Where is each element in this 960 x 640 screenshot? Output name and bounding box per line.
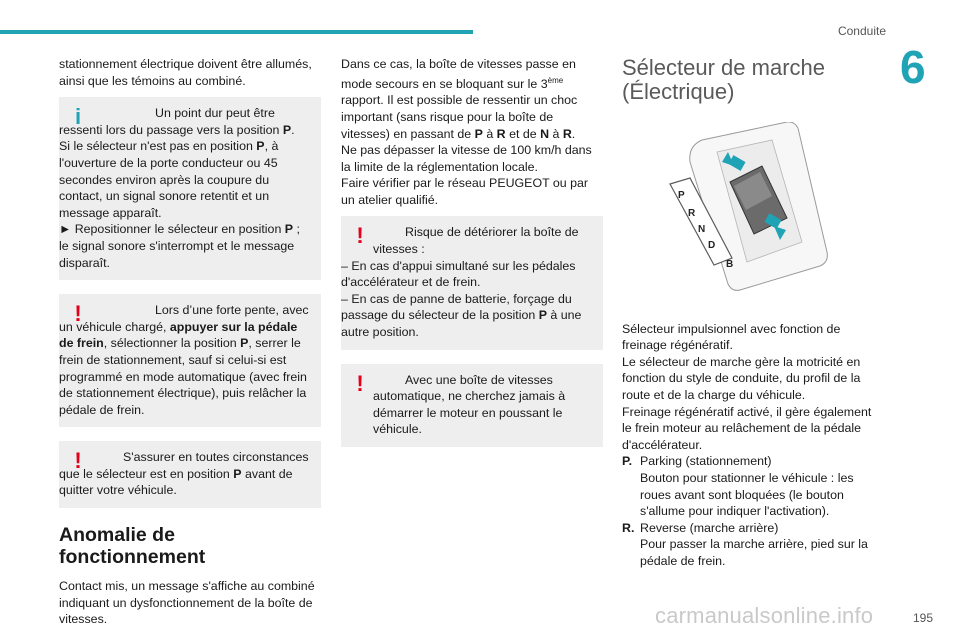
- text-run: S'assurer en toutes circonstances que le sélecteur est en position: [59, 450, 309, 481]
- gear-selector-illustration: [622, 122, 884, 292]
- text-bold: appuyer sur la pédale de frein: [59, 319, 298, 351]
- text-bold: N: [540, 126, 550, 141]
- warning-icon: !: [74, 448, 82, 474]
- column-1: [59, 56, 321, 636]
- text-bold: P: [474, 126, 483, 141]
- info-icon: i: [74, 104, 82, 130]
- chapter-number: 6: [900, 41, 926, 93]
- definition-body: [640, 520, 884, 570]
- text-run: et de: [505, 126, 541, 141]
- text-bold: P: [282, 122, 292, 137]
- paragraph: Freinage régénératif activé, il gère également le frein moteur au relâchement de la pédale d'accélérateur.: [622, 404, 872, 452]
- text-bold: P: [233, 466, 242, 481]
- text-run: .: [291, 122, 295, 137]
- box-text: [59, 449, 311, 499]
- warning-box: [341, 216, 603, 349]
- text-run: , à l'ouverture de la porte conducteur ou 45 secondes environ après la coupure du contact, un signal sonore retentit et un message apparaît.: [59, 139, 279, 220]
- text-sup: ème: [547, 75, 564, 85]
- section-title: Conduite: [837, 24, 886, 38]
- warning-box: [59, 441, 321, 508]
- text-run: ; le signal sonore s'interrompt et le message disparaît.: [59, 222, 300, 270]
- box-text: [59, 138, 311, 221]
- watermark: carmanualsonline.info: [655, 603, 874, 628]
- box-text: [341, 291, 593, 341]
- paragraph: Faire vérifier par le réseau PEUGEOT ou par un atelier qualifié.: [341, 176, 588, 207]
- warning-box: [341, 364, 603, 447]
- column-3: [622, 56, 884, 570]
- definition-desc: Bouton pour stationner le véhicule : les roues avant sont bloquées (le bouton s'allume pour indiquer l'activation).: [640, 470, 854, 519]
- text-run: à une autre position.: [341, 308, 582, 340]
- text-run: à: [482, 126, 497, 141]
- definition-title: Parking (stationnement): [640, 454, 772, 469]
- definition-item: [622, 520, 884, 570]
- definition-desc: Pour passer la marche arrière, pied sur la pédale de frein.: [640, 537, 868, 568]
- definition-key: R.: [622, 520, 635, 535]
- section-heading: Anomalie de fonctionnement: [59, 524, 206, 569]
- box-text: Avec une boîte de vitesses automatique, ne cherchez jamais à démarrer le moteur en poussant le véhicule.: [373, 372, 566, 437]
- section-title-large: Sélecteur de marche (Électrique): [622, 55, 825, 104]
- text-bold: R: [562, 126, 572, 141]
- box-text: [59, 221, 311, 271]
- text-run: Lors d’une forte pente, avec un véhicule chargé,: [59, 303, 309, 334]
- paragraph: Sélecteur impulsionnel avec fonction de freinage régénératif.: [622, 321, 841, 353]
- paragraph: Contact mis, un message s'affiche au combiné indiquant un dysfonctionnement de la boîte de vitesses.: [59, 579, 315, 627]
- text-run: à: [549, 126, 563, 141]
- text-run: rapport. Il est possible de ressentir un choc important (sans risque pour la boîte de vitesses) en passant de: [341, 93, 578, 141]
- gear-label-b: B: [726, 259, 734, 270]
- text-run: , serrer le frein de stationnement, sauf si celui-si est programmé en mode automatique (avec frein de stationnement électrique), puis relâcher la pédale de frein.: [59, 336, 307, 417]
- text-run: Si le sélecteur n'est pas en position: [59, 139, 257, 154]
- text-bold: P: [240, 336, 249, 351]
- text-run: , sélectionner la position: [103, 336, 241, 351]
- gear-label-d: D: [708, 240, 716, 251]
- text-bold: P: [538, 308, 547, 323]
- header-accent-bar: [0, 30, 473, 34]
- text-run: .: [571, 126, 576, 141]
- page-number: 195: [913, 611, 934, 625]
- text-run: ► Repositionner le sélecteur en position: [59, 222, 285, 237]
- warning-icon: !: [74, 301, 82, 327]
- paragraph: Ne pas dépasser la vitesse de 100 km/h dans la limite de la réglementation locale.: [341, 143, 592, 174]
- text-bold: R: [496, 126, 506, 141]
- definition-key: P.: [622, 454, 633, 469]
- warning-box: [59, 294, 321, 427]
- info-box: [59, 97, 321, 280]
- definition-body: [640, 453, 884, 519]
- paragraph: [341, 56, 603, 142]
- definition-title: Reverse (marche arrière): [640, 520, 779, 535]
- warning-icon: !: [356, 370, 364, 396]
- text-run: – En cas de panne de batterie, forçage du passage du sélecteur de la position: [341, 291, 572, 323]
- text-run: avant de quitter votre véhicule.: [59, 466, 293, 498]
- gear-label-p: P: [678, 190, 685, 201]
- paragraph: stationnement électrique doivent être allumés, ainsi que les témoins au combiné.: [59, 57, 312, 88]
- gear-label-n: N: [698, 224, 706, 235]
- definition-item: [622, 453, 884, 519]
- text-bold: P: [256, 139, 265, 154]
- gear-label-r: R: [688, 208, 696, 219]
- text-run: Un point dur peut être ressenti lors du passage vers la position: [59, 106, 283, 137]
- box-text: Risque de détériorer la boîte de vitesses :: [373, 225, 579, 257]
- paragraph: Le sélecteur de marche gère la motricité en fonction du style de conduite, du profil de la route et de la charge du véhicule.: [622, 354, 861, 402]
- box-text: [59, 105, 311, 138]
- text-bold: P: [284, 222, 294, 237]
- column-2: [341, 56, 603, 461]
- text-run: Dans ce cas, la boîte de vitesses passe en mode secours en se bloquant sur le 3: [341, 57, 576, 91]
- box-text: [59, 302, 311, 418]
- box-text: – En cas d'appui simultané sur les pédales d'accélérateur et de frein.: [341, 258, 576, 290]
- warning-icon: !: [356, 223, 364, 249]
